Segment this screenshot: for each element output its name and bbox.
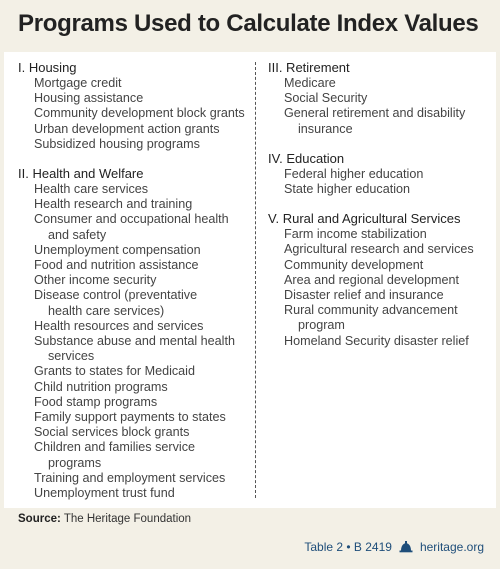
program-name: Other income security xyxy=(34,273,157,288)
program-name: Social Security xyxy=(284,91,368,106)
program-list xyxy=(268,167,490,197)
program-item xyxy=(18,258,250,273)
program-list xyxy=(18,182,250,501)
program-item xyxy=(268,91,490,106)
program-item xyxy=(18,273,250,288)
program-name: Homeland Security disaster relief xyxy=(284,333,469,348)
program-item xyxy=(18,486,250,501)
section-heading: I. Housing xyxy=(18,60,77,75)
program-name: Agricultural research and services xyxy=(284,242,474,257)
program-item xyxy=(18,364,250,379)
program-name: State higher education xyxy=(284,182,411,197)
program-name: Health research and training xyxy=(34,197,193,212)
program-name: Rural community advancement xyxy=(284,303,458,318)
source-note xyxy=(18,513,191,525)
program-item xyxy=(268,182,490,197)
section-heading: V. Rural and Agricultural Services xyxy=(268,211,461,227)
program-item xyxy=(268,334,490,349)
program-name: Federal higher education xyxy=(284,166,424,181)
program-item xyxy=(18,182,250,197)
program-name: Training and employment services xyxy=(34,470,226,485)
program-item xyxy=(18,440,250,470)
program-item xyxy=(18,288,250,318)
program-name-continued: and safety xyxy=(48,227,107,242)
section xyxy=(268,211,490,349)
program-item xyxy=(18,197,250,212)
program-name: Medicare xyxy=(284,76,336,90)
program-name: Unemployment compensation xyxy=(34,242,201,257)
page-title: Programs Used to Calculate Index Values xyxy=(18,10,479,37)
program-item xyxy=(18,122,250,137)
program-name: Unemployment trust fund xyxy=(34,486,175,501)
program-item xyxy=(18,471,250,486)
program-item xyxy=(18,243,250,258)
site-link[interactable]: heritage.org xyxy=(419,540,484,554)
program-item xyxy=(18,334,250,364)
section-heading: IV. Education xyxy=(268,150,345,166)
program-name-continued: programs xyxy=(48,455,102,470)
program-item xyxy=(268,288,490,303)
program-name: Disaster relief and insurance xyxy=(284,288,444,303)
program-name-continued: program xyxy=(298,318,345,333)
program-name: Farm income stabilization xyxy=(284,227,427,242)
program-name: Housing assistance xyxy=(34,91,144,106)
program-name: Family support payments to states xyxy=(34,410,226,425)
program-list xyxy=(268,76,490,137)
program-name: Consumer and occupational health xyxy=(34,212,229,227)
footer xyxy=(304,540,484,554)
program-item xyxy=(268,273,490,288)
program-name: Food stamp programs xyxy=(34,394,158,409)
section-heading: III. Retirement xyxy=(268,60,350,75)
program-name-continued: health care services) xyxy=(48,303,165,318)
program-name: Food and nutrition assistance xyxy=(34,258,199,273)
program-name: Health resources and services xyxy=(34,318,204,333)
column-divider xyxy=(255,62,256,498)
program-item xyxy=(268,303,490,333)
program-item xyxy=(268,242,490,257)
program-item xyxy=(18,76,250,91)
program-item xyxy=(18,137,250,152)
program-item xyxy=(18,319,250,334)
source-text: The Heritage Foundation xyxy=(63,513,192,525)
liberty-bell-icon xyxy=(398,541,414,553)
program-item xyxy=(18,212,250,242)
program-item xyxy=(268,167,490,182)
program-name-continued: insurance xyxy=(298,121,353,136)
section xyxy=(268,151,490,197)
section xyxy=(18,166,250,501)
program-name-continued: services xyxy=(48,349,95,364)
program-item xyxy=(18,380,250,395)
program-name: Substance abuse and mental health xyxy=(34,334,235,349)
section xyxy=(18,60,250,152)
program-item xyxy=(268,106,490,136)
program-name: Grants to states for Medicaid xyxy=(34,364,195,379)
program-list xyxy=(268,227,490,349)
program-name: Disease control (preventative xyxy=(34,288,198,303)
program-name: Urban development action grants xyxy=(34,121,220,136)
program-item xyxy=(268,227,490,242)
program-item xyxy=(18,106,250,121)
right-column xyxy=(268,60,490,363)
program-name: Community development xyxy=(284,257,424,272)
program-item xyxy=(268,76,490,91)
section-heading: II. Health and Welfare xyxy=(18,166,144,182)
program-name: Child nutrition programs xyxy=(34,379,168,394)
program-name: Social services block grants xyxy=(34,425,190,440)
program-name: Subsidized housing programs xyxy=(34,136,200,151)
program-name: General retirement and disability xyxy=(284,106,466,121)
section xyxy=(268,60,490,137)
table-reference: Table 2 • B 2419 xyxy=(304,540,392,554)
left-column xyxy=(18,60,250,515)
program-name: Area and regional development xyxy=(284,272,460,287)
program-list xyxy=(18,76,250,152)
program-item xyxy=(18,395,250,410)
program-name: Mortgage credit xyxy=(34,76,122,90)
programs-table xyxy=(4,52,496,508)
source-label: Source: xyxy=(18,513,61,525)
program-name: Community development block grants xyxy=(34,106,245,121)
program-item xyxy=(268,258,490,273)
program-name: Children and families service xyxy=(34,440,195,455)
program-name: Health care services xyxy=(34,182,149,197)
program-item xyxy=(18,410,250,425)
program-item xyxy=(18,425,250,440)
program-item xyxy=(18,91,250,106)
